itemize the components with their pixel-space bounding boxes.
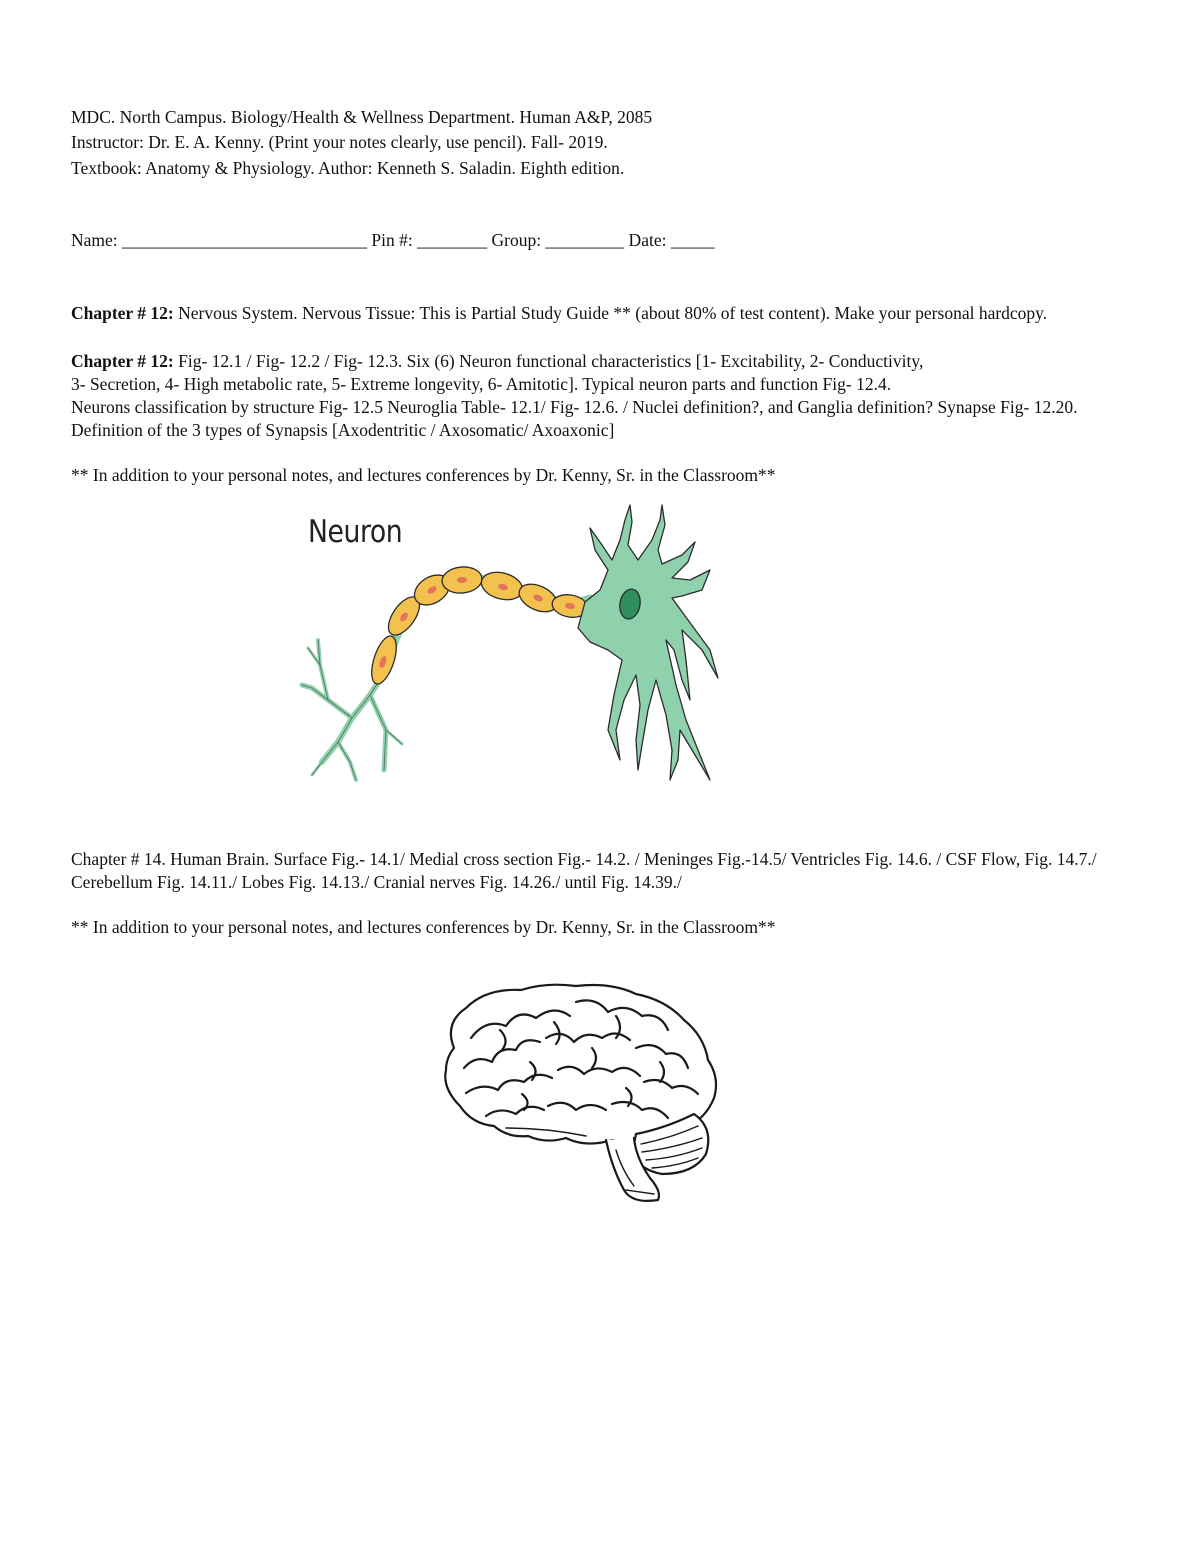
chapter-12-label-2: Chapter # 12: [71,351,174,371]
chapter-12-topics-line-1: Fig- 12.1 / Fig- 12.2 / Fig- 12.3. Six (6) Neuron functional characteristics [1- Excitability, 2- Conductivity, [173,351,924,371]
chapter-12-intro-text: Nervous System. Nervous Tissue: This is Partial Study Guide ** (about 80% of test content). Make your personal hardcopy. [173,303,1048,323]
header-line-2: Instructor: Dr. E. A. Kenny. (Print your notes clearly, use pencil). Fall- 2019. [71,132,608,152]
classroom-note-2: ** In addition to your personal notes, and lectures conferences by Dr. Kenny, Sr. in the Classroom** [71,917,776,937]
neuron-figure-title: Neuron [308,514,403,550]
neuron-illustration [290,500,730,790]
classroom-note-1: ** In addition to your personal notes, and lectures conferences by Dr. Kenny, Sr. in the Classroom** [71,465,776,485]
header-line-1: MDC. North Campus. Biology/Health & Wellness Department. Human A&P, 2085 [71,107,653,127]
chapter-14-topics: Chapter # 14. Human Brain. Surface Fig.- 14.1/ Medial cross section Fig.- 14.2. / Meninges Fig.-14.5/ Ventricles Fig. 14.6. / CSF Flow, Fig. 14.7./ Cerebellum Fig. 14.11./ Lobes Fig. 14.13./ Cranial nerves Fig. 14.26./ until Fig. 14.39./ [71,849,1097,892]
chapter-12-topics-line-2: 3- Secretion, 4- High metabolic rate, 5- Extreme longevity, 6- Amitotic]. Typical neuron parts and function Fig- 12.4. [71,374,892,394]
chapter-12-topics-line-3: Neurons classification by structure Fig- 12.5 Neuroglia Table- 12.1/ Fig- 12.6. / Nuclei definition?, and Ganglia definition? Synapse Fig- 12.20. Definition of the 3 types of Synapsis [Axodentritic / Axosomatic/ Axoaxonic] [71,397,1078,440]
brain-illustration-icon [436,978,726,1208]
student-info-line: Name: ____________________________ Pin #: ________ Group: _________ Date: _____ [71,230,715,250]
chapter-12-topics [71,350,1133,442]
chapter-12-intro [71,302,1133,325]
header-line-3: Textbook: Anatomy & Physiology. Author: Kenneth S. Saladin. Eighth edition. [71,158,625,178]
chapter-12-label: Chapter # 12: [71,303,174,323]
